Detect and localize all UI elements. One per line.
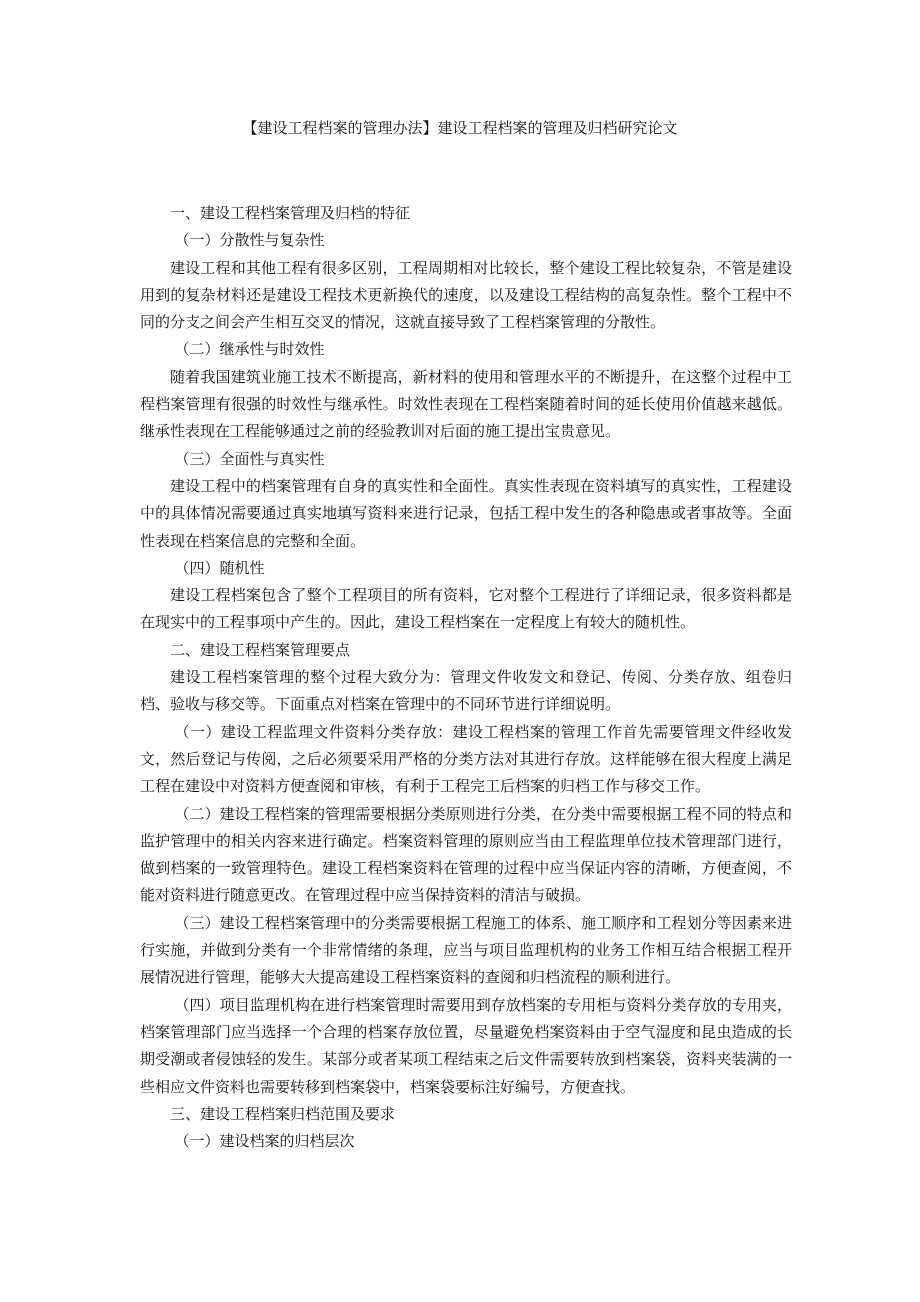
body-paragraph: （四）项目监理机构在进行档案管理时需要用到存放档案的专用柜与资料分类存放的专用夹，档案管理部门应当选择一个合理的档案存放位置，尽量避免档案资料由于空气湿度和昆虫造成的长期受潮或者侵蚀轻的发生。某部分或者某项工程结束之后文件需要转放到档案袋，资料夹装满的一些相应文件资料也需要转移到档案袋中，档案袋要标注好编号，方便查找。 [140,995,792,1096]
body-paragraph: （一）建设工程监理文件资料分类存放：建设工程档案的管理工作首先需要管理文件经收发文，然后登记与传阅，之后必须要采用严格的分类方法对其进行存放。这样能够在很大程度上满足工程在建设中对资料方便查阅和审核，有利于工程完工后档案的归档工作与移交工作。 [140,722,792,796]
document-body [140,200,792,1155]
subsection-heading: （一）建设档案的归档层次 [174,1132,355,1151]
body-paragraph: 建设工程档案管理的整个过程大致分为：管理文件收发文和登记、传阅、分类存放、组卷归档、验收与移交等。下面重点对档案在管理中的不同环节进行详细说明。 [140,668,792,714]
body-paragraph: 建设工程中的档案管理有自身的真实性和全面性。真实性表现在资料填写的真实性，工程建设中的具体情况需要通过真实地填写资料来进行记录，包括工程中发生的各种隐患或者事故等。全面性表现在档案信息的完整和全面。 [140,476,792,550]
body-paragraph: 建设工程档案包含了整个工程项目的所有资料，它对整个工程进行了详细记录，很多资料都是在现实中的工程事项中产生的。因此，建设工程档案在一定程度上有较大的随机性。 [140,586,792,632]
section-heading: 一、建设工程档案管理及归档的特征 [170,204,411,222]
subsection-heading: （二）继承性与时效性 [174,340,325,359]
subsection-heading: （一）分散性与复杂性 [174,231,325,250]
body-paragraph: （三）建设工程档案管理中的分类需要根据工程施工的体系、施工顺序和工程划分等因素来进行实施，并做到分类有一个非常情绪的条理，应当与项目监理机构的业务工作相互结合根据工程开展情况进行管理，能够大大提高建设工程档案资料的查阅和归档流程的顺利进行。 [140,913,792,987]
body-paragraph: 建设工程和其他工程有很多区别，工程周期相对比较长，整个建设工程比较复杂，不管是建设用到的复杂材料还是建设工程技术更新换代的速度，以及建设工程结构的高复杂性。整个工程中不同的分支之间会产生相互交叉的情况，这就直接导致了工程档案管理的分散性。 [140,258,792,332]
document-title: 【建设工程档案的管理办法】建设工程档案的管理及归档研究论文 [242,119,678,137]
body-paragraph: 随着我国建筑业施工技术不断提高，新材料的使用和管理水平的不断提升，在这整个过程中工程档案管理有很强的时效性与继承性。时效性表现在工程档案随着时间的延长使用价值越来越低。继承性表现在工程能够通过之前的经验教训对后面的施工提出宝贵意见。 [140,367,792,441]
section-heading: 三、建设工程档案归档范围及要求 [170,1104,396,1123]
section-heading: 二、建设工程档案管理要点 [170,640,351,659]
subsection-heading: （三）全面性与真实性 [174,449,325,468]
subsection-heading: （四）随机性 [174,558,265,577]
body-paragraph: （二）建设工程档案的管理需要根据分类原则进行分类，在分类中需要根据工程不同的特点和监护管理中的相关内容来进行确定。档案资料管理的原则应当由工程监理单位技术管理部门进行，做到档案的一致管理特色。建设工程档案资料在管理的过程中应当保证内容的清晰，方便查阅，不能对资料进行随意更改。在管理过程中应当保持资料的清洁与破损。 [140,804,792,905]
